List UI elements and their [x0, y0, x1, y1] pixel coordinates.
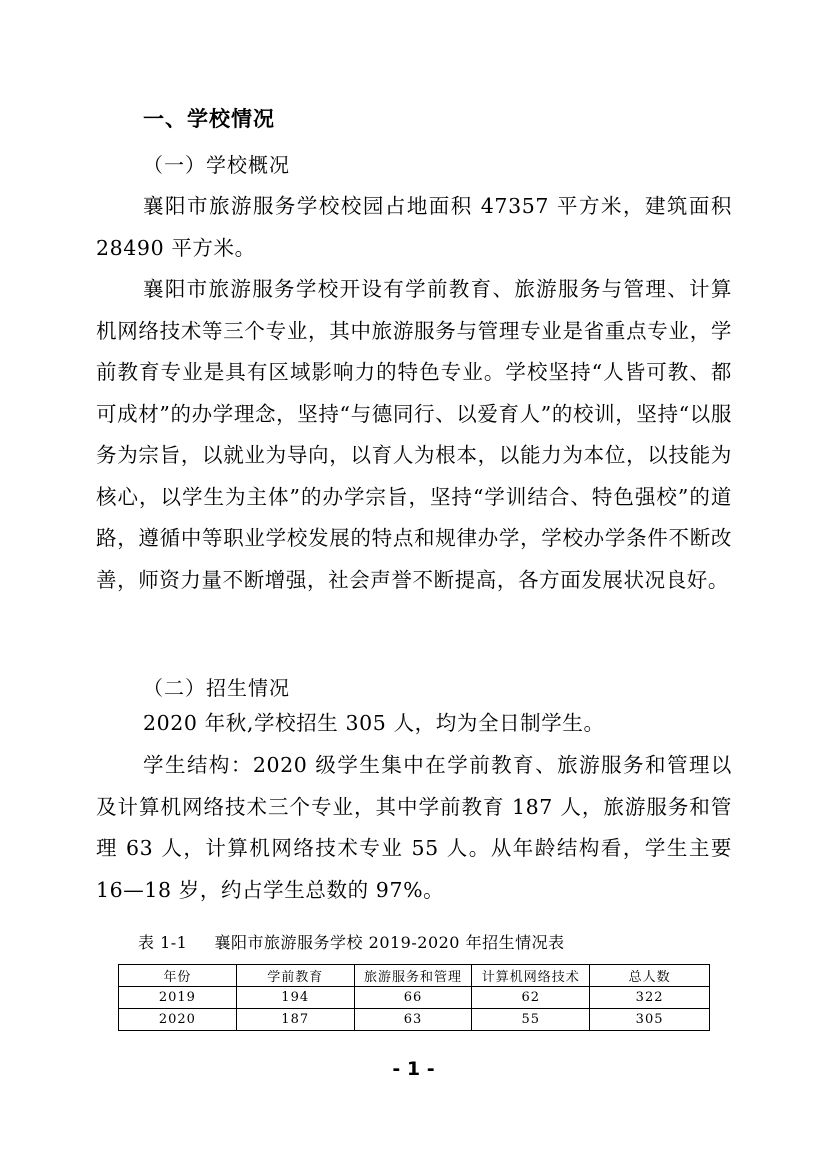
paragraph-student-structure: 学生结构：2020 级学生集中在学前教育、旅游服务和管理以及计算机网络技术三个专业，其中学前教育 187 人，旅游服务和管理 63 人，计算机网络技术专业 55 人。从年龄结构看，学生主要 16—18 岁，约占学生总数的 97%。	[96, 753, 732, 902]
table-header-cell: 学前教育	[236, 965, 354, 987]
table-cell: 194	[236, 987, 354, 1009]
table-header-row	[119, 965, 710, 987]
table-cell: 322	[590, 987, 710, 1009]
table-cell: 55	[472, 1009, 590, 1031]
paragraph-school-profile: 襄阳市旅游服务学校开设有学前教育、旅游服务与管理、计算机网络技术等三个专业，其中旅游服务与管理专业是省重点专业，学前教育专业是具有区域影响力的特色专业。学校坚持“人皆可教、都可成材”的办学理念，坚持“与德同行、以爱育人”的校训，坚持“以服务为宗旨，以就业为导向，以育人为根本，以能力为本位，以技能为核心，以学生为主体”的办学宗旨，坚持“学训结合、特色强校”的道路，遵循中等职业学校发展的特点和规律办学，学校办学条件不断改善，师资力量不断增强，社会声誉不断提高，各方面发展状况良好。	[96, 277, 732, 592]
page-number: - 1 -	[392, 1058, 435, 1080]
table-caption	[138, 930, 565, 953]
table-cell: 187	[236, 1009, 354, 1031]
table-cell: 2019	[119, 987, 237, 1009]
table-caption-title: 襄阳市旅游服务学校 2019-2020 年招生情况表	[214, 933, 565, 952]
table-row	[119, 1009, 710, 1031]
enrollment-table	[118, 964, 710, 1031]
paragraph-enrollment-total: 2020 年秋,学校招生 305 人，均为全日制学生。	[143, 711, 605, 735]
table-header-cell: 计算机网络技术	[472, 965, 590, 987]
table-row	[119, 987, 710, 1009]
table-cell: 2020	[119, 1009, 237, 1031]
table-header-cell: 旅游服务和管理	[354, 965, 472, 987]
subsection-title-enrollment: （二）招生情况	[143, 676, 290, 700]
subsection-title-overview: （一）学校概况	[143, 153, 290, 177]
table-cell: 62	[472, 987, 590, 1009]
paragraph-campus-area: 襄阳市旅游服务学校校园占地面积 47357 平方米，建筑面积 28490 平方米。	[96, 194, 732, 260]
table-header-cell: 总人数	[590, 965, 710, 987]
table-cell: 63	[354, 1009, 472, 1031]
table-cell: 66	[354, 987, 472, 1009]
table-cell: 305	[590, 1009, 710, 1031]
table-header-cell: 年份	[119, 965, 237, 987]
table-caption-number: 表 1-1	[138, 933, 188, 952]
section-title: 一、学校情况	[143, 107, 275, 131]
